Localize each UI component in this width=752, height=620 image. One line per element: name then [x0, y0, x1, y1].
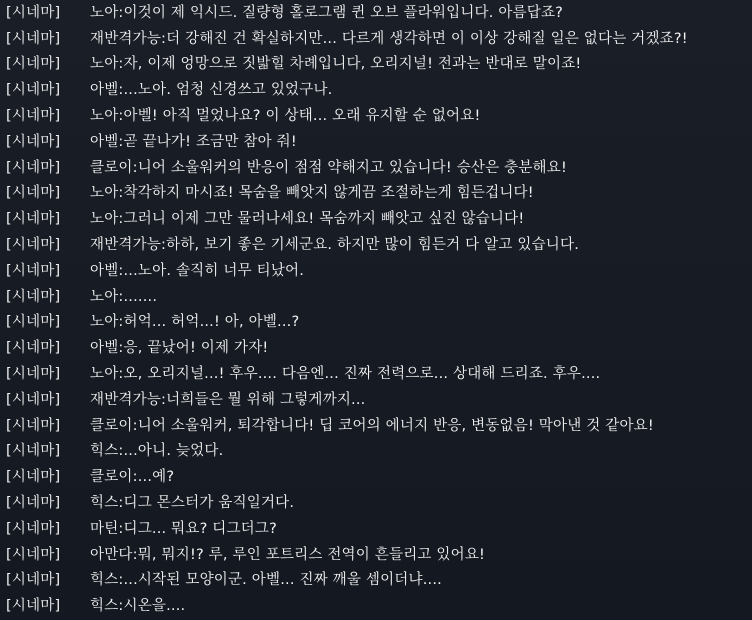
chat-message: 노아:이것이 제 익시드. 질량형 홀로그램 퀸 오브 플라워입니다. 아름답죠?: [90, 4, 564, 21]
chat-message: 힉스:디그 몬스터가 움직일거다.: [90, 495, 295, 512]
chat-message: 아벨:...노아. 솔직히 너무 티났어.: [90, 262, 305, 279]
channel-tag: [시네마]: [6, 237, 61, 254]
chat-line: [0, 490, 752, 516]
chat-line: [0, 361, 752, 387]
chat-line: [0, 129, 752, 155]
channel-tag: [시네마]: [6, 366, 61, 383]
chat-line: [0, 103, 752, 129]
channel-tag: [시네마]: [6, 469, 61, 486]
chat-message: 재반격가능:하하, 보기 좋은 기세군요. 하지만 많이 힘든거 다 알고 있습니다.: [90, 237, 580, 254]
channel-tag: [시네마]: [6, 520, 61, 537]
chat-line: [0, 542, 752, 568]
channel-tag: [시네마]: [6, 314, 61, 331]
chat-message: 재반격가능:더 강해진 건 확실하지만... 다르게 생각하면 이 이상 강해질 일은 없다는 거겠죠?!: [90, 30, 688, 47]
channel-tag: [시네마]: [6, 82, 61, 99]
chat-message: 클로이:니어 소울워커, 퇴각합니다! 딥 코어의 에너지 반응, 변동없음! 막아낸 것 같아요!: [90, 417, 654, 434]
chat-message: 노아:자, 이제 엉망으로 짓밟힐 차례입니다, 오리지널! 전과는 반대로 말이죠!: [90, 56, 582, 73]
channel-tag: [시네마]: [6, 30, 61, 47]
chat-line: [0, 593, 752, 619]
chat-line: [0, 439, 752, 465]
chat-line: [0, 335, 752, 361]
channel-tag: [시네마]: [6, 108, 61, 125]
chat-message: 힉스:...아니. 늦었다.: [90, 443, 224, 460]
chat-line: [0, 181, 752, 207]
channel-tag: [시네마]: [6, 572, 61, 589]
channel-tag: [시네마]: [6, 340, 61, 357]
chat-message: 노아:아벨! 아직 멀었나요? 이 상태... 오래 유지할 순 없어요!: [90, 108, 481, 125]
chat-message: 노아:착각하지 마시죠! 목숨을 빼앗지 않게끔 조절하는게 힘든겁니다!: [90, 185, 534, 202]
chat-line: [0, 413, 752, 439]
chat-line: [0, 464, 752, 490]
channel-tag: [시네마]: [6, 443, 61, 460]
chat-message: 마틴:디그... 뭐요? 디그더그?: [90, 520, 277, 537]
chat-message: 재반격가능:너희들은 뭘 위해 그렇게까지...: [90, 391, 366, 408]
chat-line: [0, 155, 752, 181]
chat-message: 클로이:니어 소울워커의 반응이 점점 약해지고 있습니다! 승산은 충분해요!: [90, 159, 567, 176]
channel-tag: [시네마]: [6, 56, 61, 73]
chat-line: [0, 52, 752, 78]
channel-tag: [시네마]: [6, 4, 61, 21]
chat-line: [0, 26, 752, 52]
chat-message: 노아:그러니 이제 그만 물러나세요! 목숨까지 빼앗고 싶진 않습니다!: [90, 211, 525, 228]
channel-tag: [시네마]: [6, 495, 61, 512]
channel-tag: [시네마]: [6, 159, 61, 176]
chat-line: [0, 0, 752, 26]
chat-line: [0, 206, 752, 232]
chat-message: 아벨:...노아. 엄청 신경쓰고 있었구나.: [90, 82, 333, 99]
chat-message: 아벨:응, 끝났어! 이제 가자!: [90, 340, 269, 357]
channel-tag: [시네마]: [6, 262, 61, 279]
chat-message: 노아:허억... 허억...! 아, 아벨...?: [90, 314, 300, 331]
channel-tag: [시네마]: [6, 211, 61, 228]
chat-line: [0, 232, 752, 258]
chat-line: [0, 387, 752, 413]
chat-line: [0, 568, 752, 594]
chat-message: 클로이:...예?: [90, 469, 175, 486]
chat-line: [0, 258, 752, 284]
channel-tag: [시네마]: [6, 598, 61, 615]
chat-message: 노아:오, 오리지널...! 후우.... 다음엔... 진짜 전력으로... 상대해 드리죠. 후우....: [90, 366, 601, 383]
channel-tag: [시네마]: [6, 546, 61, 563]
chat-message: 힉스:...시작된 모양이군. 아벨... 진짜 깨울 셈이더냐....: [90, 572, 442, 589]
chat-message: 힉스:시온을....: [90, 598, 186, 615]
channel-tag: [시네마]: [6, 133, 61, 150]
chat-line: [0, 77, 752, 103]
chat-line: [0, 284, 752, 310]
chat-message: 아벨:곧 끝나가! 조금만 참아 줘!: [90, 133, 297, 150]
chat-line: [0, 310, 752, 336]
chat-message: 아만다:뭐, 뭐지!? 루, 루인 포트리스 전역이 흔들리고 있어요!: [90, 546, 486, 563]
chat-message: 노아:.......: [90, 288, 158, 305]
channel-tag: [시네마]: [6, 417, 61, 434]
channel-tag: [시네마]: [6, 288, 61, 305]
channel-tag: [시네마]: [6, 391, 61, 408]
channel-tag: [시네마]: [6, 185, 61, 202]
chat-line: [0, 516, 752, 542]
